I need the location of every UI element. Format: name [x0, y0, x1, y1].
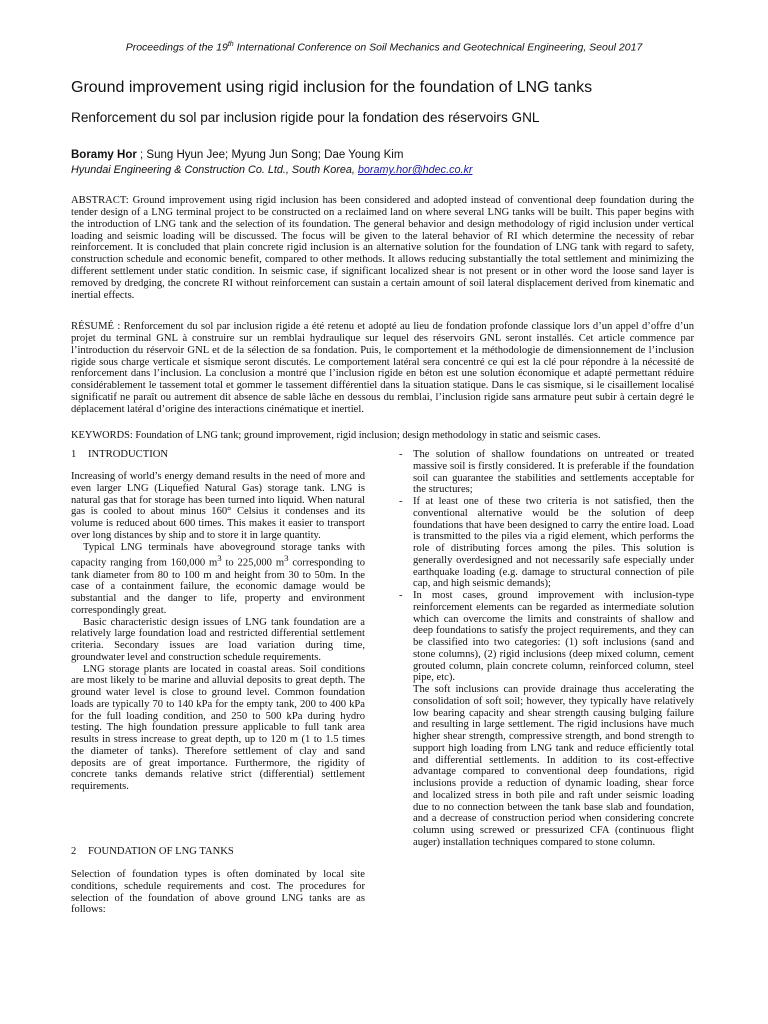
- intro-paragraph: LNG storage plants are located in coastal areas. Soil conditions are most likely to be marine and alluvial deposits to great depth. The ground water level is close to ground level. Common foundation loads are typically 70 to 140 kPa for the empty tank, 200 to 400 kPa for the full loading condition, and 250 to 500 kPa during hydro testing. The high foundation pressure applicable to full tank area results in stress increase to great depth, up to 120 m (1 to 1.5 times the diameter of tanks). Therefore settlement of clay and sand deposits are of great importance. Furthermore, the rigidity of concrete tanks demands relative strict (differential) settlement requirements.: [71, 663, 365, 793]
- intro-paragraph: Increasing of world’s energy demand results in the need of more and even larger LNG (Liquefied Natural Gas) storage tank. LNG is natural gas that for storage has been turned into liquid. When natural gas is cooled to about minus 160° Celsius it condenses and its volume is reduced about 600 times. This makes it easier to transport over long distances by ship and to store it in large quantity.: [71, 471, 365, 541]
- affiliation: Hyundai Engineering & Construction Co. Ltd., South Korea,: [71, 164, 358, 176]
- foundation-continuation-paragraph: The soft inclusions can provide drainage thus accelerating the consolidation of soft soil; however, they typically have relatively low bearing capacity and shear strength causing bulging failure and resulting in large settlement. The rigid inclusions have much higher shear strength, compressive strength, and bond strength to support high loading from LNG tank and reduce efficiently total and differential settlements. In addition to its cost-effective advantage compared to conventional deep foundations, rigid inclusions provide a reduction of dynamic loading, shear force and localized stress in both pile and raft under seismic loading due to no connection between the tank base slab and foundation, and a decrease of construction period when considering concrete column using screwed or pressurized CFA (continuous flight auger) installation techniques compared to stone column.: [413, 684, 694, 848]
- paper-title-english: Ground improvement using rigid inclusion for the foundation of LNG tanks: [71, 79, 593, 96]
- lead-author: Boramy Hor: [71, 149, 137, 161]
- resume: RÉSUMÉ : Renforcement du sol par inclusion rigide a été retenu et adopté au lieu de fondation profonde classique lors d’un appel d’offre d’un projet du terminal GNL à construire sur un remblai hydraulique sur lequel des réservoirs GNL seront installés. Cet article commence par l’introduction du réservoir GNL et de la sélection de sa fondation. Puis, le comportement et la méthodologie de dimensionnement de l’inclusion rigide sous charge verticale et sismique seront discutés. Le comportement latéral sera concentré ce qui est la clé pour répondre à la nécessité de renforcement dans l’inclusion. La conclusion a montré que l’inclusion rigide en béton est une solution économique et adapté permettant réduire considérablement le tassement total et gommer le tassement différentiel dans la situation statique. Dans le cas sismique, si le cisaillement localisé significatif ne paraît ou autrement dit absence de sable lâche en dessous du remblai, l’inclusion rigide sans armature peut subir à certain degré le déplacement latéral d’origine des interactions cinématique et inertiel.: [71, 321, 694, 415]
- dash-bullet: -: [399, 590, 403, 601]
- list-item: - If at least one of these two criteria is not satisfied, then the conventional alternative would be the solution of deep foundations that have been designed to carry the entire load. Load is transmitted to the piles via a rigid element, which performs the role of distributing forces among the piles. This solution is generally overdesigned and not necessarily safe especially under earthquake loading (e.g. damage to structural connection of pile cap, and high seismic demands);: [399, 496, 694, 590]
- co-authors: ; Sung Hyun Jee; Myung Jun Song; Dae Young Kim: [136, 149, 404, 161]
- running-header: Proceedings of the 19th International Conference on Soil Mechanics and Geotechnical Engineering, Seoul 2017: [125, 41, 643, 54]
- section-heading-foundation: 2 FOUNDATION OF LNG TANKS: [71, 846, 234, 857]
- foundation-intro-paragraph: Selection of foundation types is often dominated by local site conditions, schedule requirements and cost. The procedures for selection of the foundation of above ground LNG tanks are as follows:: [71, 869, 365, 916]
- introduction-body: [71, 471, 365, 793]
- keywords: KEYWORDS: Foundation of LNG tank; ground improvement, rigid inclusion; design methodology in static and seismic cases.: [71, 430, 601, 441]
- section-heading-introduction: 1 INTRODUCTION: [71, 449, 169, 460]
- left-column: [71, 449, 365, 916]
- intro-paragraph: Typical LNG terminals have aboveground storage tanks with capacity ranging from 160,000 $m^3$ to 225,000 $m^3$ corresponding to tank diameter from 80 to 100 m and height from 30 to 50m. In the case of a containment failure, the economic damage would be substantial and the danger to life, property and environment correspondingly great.: [71, 541, 365, 616]
- author-email-link[interactable]: boramy.hor@hdec.co.kr: [357, 164, 473, 176]
- dash-bullet: -: [399, 449, 403, 460]
- list-item: - The solution of shallow foundations on untreated or treated massive soil is firstly considered. It is preferable if the foundation soil can guarantee the stabilities and settlements acceptable for the structures;: [399, 449, 694, 496]
- affiliation-line: [71, 164, 711, 176]
- intro-paragraph: Basic characteristic design issues of LNG tank foundation are a relatively large foundation load and restricted differential settlement criteria. Secondary issues are load variation during time, groundwater level and construction schedule requirements.: [71, 616, 365, 663]
- author-line: [71, 149, 711, 161]
- abstract: ABSTRACT: Ground improvement using rigid inclusion has been considered and adopted instead of conventional deep foundation during the tender design of a LNG terminal project to be constructed on a reclaimed land on where several LNG tanks will be built. This paper begins with the introduction of LNG tank and the selection of its foundation. The general behavior and design methodology of rigid inclusion under vertical loading and seismic loading will be discussed. The focus will be given to the lateral behavior of RI which determine the necessity of rebar reinforcement. It is concluded that plain concrete rigid inclusion is an alternative solution for the foundation of LNG tank with regard to safety, construction schedule and economic benefit, compared to other methods. It allows reducing substantially the total settlement and minimizing the different settlement under static condition. In seismic case, if significant localized shear is not present or in other word the loose sand layer is removed by dredging, the concrete RI without reinforcement can sustain a certain amount of soil lateral displacement derived from kinematic and inertial effects.: [71, 195, 694, 301]
- right-column: [399, 449, 694, 849]
- paper-title-french: Renforcement du sol par inclusion rigide pour la fondation des réservoirs GNL: [71, 110, 540, 125]
- dash-bullet: -: [399, 496, 403, 507]
- superscript-th: th: [227, 41, 234, 48]
- list-item: - In most cases, ground improvement with inclusion-type reinforcement elements can be regarded as intermediate solution which can overcome the limits and constraints of shallow and deep foundations to satisfy the project requirements, and they can be classified into two categories: (1) soft inclusions (sand and stone columns), (2) rigid inclusions (deep mixed column, cement grouted column, plain concrete column, reinforced column, steel pipe, etc).: [399, 590, 694, 684]
